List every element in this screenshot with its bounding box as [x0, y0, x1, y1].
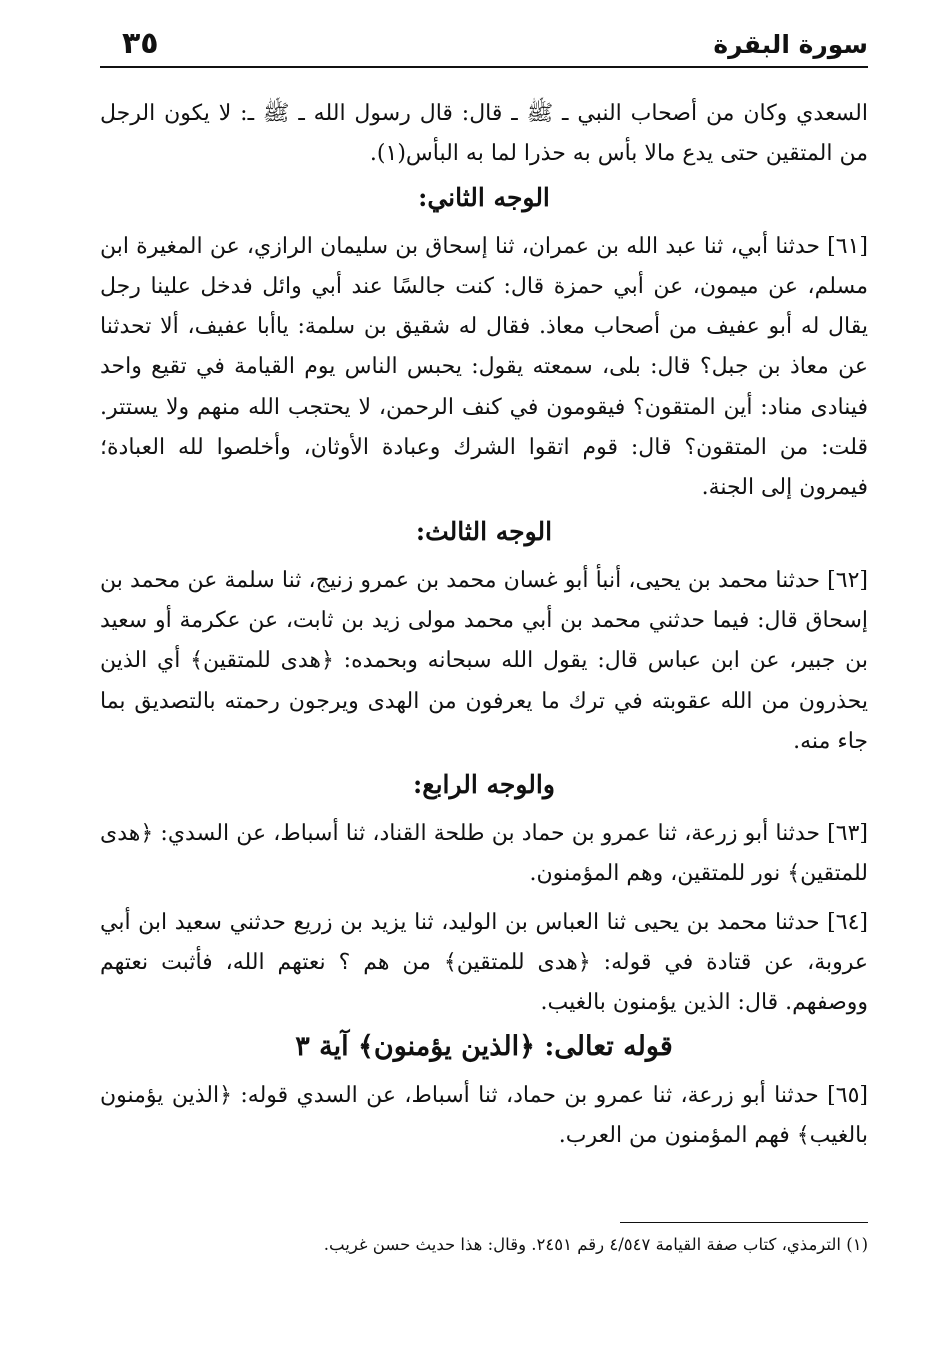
narration-63: [٦٣] حدثنا أبو زرعة، ثنا عمرو بن حماد بن طلحة القناد، ثنا أسباط، عن السدي: ﴿هدى للمتقين﴾ نور للمتقين، وهم المؤمنون. — [100, 821, 868, 887]
surah-title: سورة البقرة — [713, 30, 868, 59]
section-heading-second: الوجه الثاني: — [418, 182, 550, 212]
narration-62: [٦٢] حدثنا محمد بن يحيى، أنبأ أبو غسان محمد بن عمرو زنيج، ثنا سلمة عن محمد بن إسحاق قال: فيما حدثني محمد بن أبي محمد مولى زيد بن ثابت، عن عكرمة أو سعيد بن جبير، عن ابن عباس قال: يقول الله سبحانه وبحمده: ﴿هدى للمتقين﴾ أي الذين يحذرون من الله عقوبته في ترك ما يعرفون من الهدى ويرجون رحمته بالتصديق بما جاء منه. — [100, 567, 868, 754]
page-number: ٣٥ — [122, 26, 159, 61]
spacer — [100, 895, 868, 903]
verse-heading: قوله تعالى: ﴿الذين يؤمنون﴾ آية ٣ — [295, 1030, 673, 1062]
page-header — [100, 22, 868, 68]
section-heading-fourth: والوجه الرابع: — [413, 770, 555, 800]
narration-61: [٦١] حدثنا أبي، ثنا عبد الله بن عمران، ثنا إسحاق بن سليمان الرازي، عن المغيرة ابن مسلم، عن ميمون، عن أبي حمزة قال: كنت جالسًا عند أبي وائل فدخل علينا رجل يقال له أبو عفيف من أصحاب معاذ. فقال له شقيق بن سلمة: ياأبا عفيف، ألا تحدثنا عن معاذ بن جبل؟ قال: بلى، سمعته يقول: يحبس الناس يوم القيامة في تقيع واحد فينادى مناد: أين المتقون؟ فيقومون في كنف الرحمن، لا يحتجب الله منهم ولا يستتر. قلت: من المتقون؟ قال: قوم اتقوا الشرك وعبادة الأوثان، وأخلصوا لله العبادة؛ فيمرون إلى الجنة. — [100, 233, 868, 501]
intro-paragraph: السعدي وكان من أصحاب النبي ـ ﷺ ـ قال: قال رسول الله ـ ﷺ ـ: لا يكون الرجل من المتقين حتى يدع مالا بأس به حذرا لما به البأس(١). — [100, 101, 868, 167]
narration-65: [٦٥] حدثنا أبو زرعة، ثنا عمرو بن حماد، ثنا أسباط، عن السدي قوله: ﴿الذين يؤمنون بالغيب﴾ فهم المؤمنون من العرب. — [100, 1082, 868, 1148]
narration-64: [٦٤] حدثنا محمد بن يحيى ثنا العباس بن الوليد، ثنا يزيد بن زريع حدثني سعيد ابن أبي عروبة، عن قتادة في قوله: ﴿هدى للمتقين﴾ من هم ؟ نعتهم الله، فأثبت نعتهم ووصفهم. قال: الذين يؤمنون بالغيب. — [100, 909, 868, 1016]
footnote-divider — [620, 1222, 868, 1223]
section-heading-third: الوجه الثالث: — [415, 516, 553, 546]
page-body — [100, 94, 868, 1156]
footnote: (١) الترمذي، كتاب صفة القيامة ٤/٥٤٧ رقم ٢٤٥١. وقال: هذا حديث حسن غريب. — [323, 1235, 868, 1254]
